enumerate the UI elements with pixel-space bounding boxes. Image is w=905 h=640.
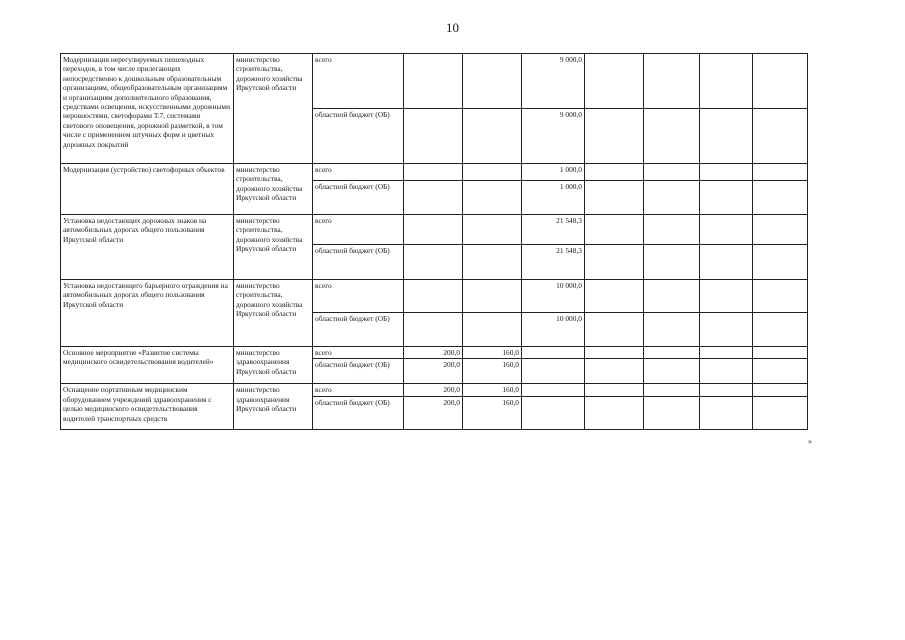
measure-cell: Модернизация нерегулируемых пешеходных переходов, в том числе прилегающих непосредственно к дошкольным образовательным организациям, общеобразовательным организациям и организациям дополнительного образования, средствами освещения, искусственными дорожными неровностями, светофорами Т.7, системами светового оповещения, дорожной разметкой, в том числе с применением штучных форм и цветных дорожных покрытий (61, 54, 234, 164)
value-cell (404, 245, 463, 280)
value-cell (522, 384, 585, 396)
empty-cell (753, 384, 808, 396)
value-cell (463, 181, 522, 215)
value-cell (404, 54, 463, 109)
empty-cell (585, 396, 644, 429)
value-cell (404, 109, 463, 164)
value-cell (463, 215, 522, 245)
executor-cell: министерство строительства, дорожного хозяйства Иркутской области (234, 280, 313, 347)
value-cell (463, 164, 522, 181)
table-row (61, 347, 808, 359)
value-cell: 200,0 (404, 347, 463, 359)
value-cell: 9 000,0 (522, 109, 585, 164)
value-cell (404, 181, 463, 215)
empty-cell (753, 313, 808, 347)
value-cell (463, 313, 522, 347)
empty-cell (644, 215, 700, 245)
measure-cell: Установка недостающего барьерного ограждения на автомобильных дорогах общего пользования Иркутской области (61, 280, 234, 347)
page-number: 10 (446, 20, 459, 35)
empty-cell (700, 109, 753, 164)
value-cell: 10 000,0 (522, 313, 585, 347)
closing-quote-mark: » (808, 437, 812, 446)
value-cell (463, 54, 522, 109)
empty-cell (585, 313, 644, 347)
value-cell: 21 548,3 (522, 215, 585, 245)
empty-cell (700, 384, 753, 396)
empty-cell (644, 359, 700, 384)
funding-source-cell: областной бюджет (ОБ) (313, 245, 404, 280)
empty-cell (700, 313, 753, 347)
value-cell: 160,0 (463, 347, 522, 359)
empty-cell (585, 359, 644, 384)
empty-cell (753, 280, 808, 313)
empty-cell (644, 109, 700, 164)
empty-cell (644, 313, 700, 347)
value-cell (463, 109, 522, 164)
value-cell: 21 548,3 (522, 245, 585, 280)
empty-cell (700, 54, 753, 109)
measure-cell: Модернизация (устройство) светофорных объектов (61, 164, 234, 215)
empty-cell (585, 164, 644, 181)
table-row (61, 215, 808, 245)
measure-cell: Оснащение портативным медицинским оборудованием учреждений здравоохранения с целью медицинского освидетельствования водителей транспортных средств (61, 384, 234, 429)
empty-cell (753, 396, 808, 429)
table-row (61, 164, 808, 181)
funding-source-cell: всего (313, 280, 404, 313)
value-cell (404, 280, 463, 313)
value-cell: 160,0 (463, 384, 522, 396)
empty-cell (700, 215, 753, 245)
funding-source-cell: всего (313, 384, 404, 396)
value-cell: 9 000,0 (522, 54, 585, 109)
value-cell: 200,0 (404, 384, 463, 396)
funding-source-cell: всего (313, 54, 404, 109)
value-cell (522, 347, 585, 359)
empty-cell (644, 54, 700, 109)
empty-cell (753, 109, 808, 164)
funding-source-cell: областной бюджет (ОБ) (313, 313, 404, 347)
empty-cell (644, 181, 700, 215)
empty-cell (644, 347, 700, 359)
executor-cell: министерство строительства, дорожного хозяйства Иркутской области (234, 54, 313, 164)
value-cell (404, 164, 463, 181)
value-cell (463, 280, 522, 313)
empty-cell (585, 215, 644, 245)
value-cell: 200,0 (404, 359, 463, 384)
empty-cell (585, 347, 644, 359)
value-cell: 200,0 (404, 396, 463, 429)
value-cell (522, 359, 585, 384)
table-row (61, 54, 808, 109)
value-cell (522, 396, 585, 429)
empty-cell (585, 245, 644, 280)
funding-source-cell: областной бюджет (ОБ) (313, 109, 404, 164)
executor-cell: министерство здравоохранения Иркутской области (234, 384, 313, 429)
executor-cell: министерство строительства, дорожного хозяйства Иркутской области (234, 164, 313, 215)
funding-source-cell: всего (313, 164, 404, 181)
empty-cell (753, 215, 808, 245)
empty-cell (644, 164, 700, 181)
empty-cell (585, 54, 644, 109)
funding-source-cell: областной бюджет (ОБ) (313, 359, 404, 384)
empty-cell (753, 181, 808, 215)
table-row (61, 280, 808, 313)
empty-cell (753, 164, 808, 181)
funding-source-cell: всего (313, 215, 404, 245)
empty-cell (644, 245, 700, 280)
value-cell: 160,0 (463, 396, 522, 429)
empty-cell (585, 109, 644, 164)
budget-table (60, 53, 808, 430)
empty-cell (700, 245, 753, 280)
empty-cell (700, 280, 753, 313)
empty-cell (700, 164, 753, 181)
empty-cell (585, 181, 644, 215)
executor-cell: министерство здравоохранения Иркутской области (234, 347, 313, 384)
value-cell: 10 000,0 (522, 280, 585, 313)
empty-cell (700, 359, 753, 384)
value-cell: 1 000,0 (522, 181, 585, 215)
funding-source-cell: областной бюджет (ОБ) (313, 396, 404, 429)
funding-source-cell: всего (313, 347, 404, 359)
empty-cell (753, 54, 808, 109)
empty-cell (644, 384, 700, 396)
value-cell: 160,0 (463, 359, 522, 384)
value-cell (404, 313, 463, 347)
table-row (61, 384, 808, 396)
empty-cell (644, 280, 700, 313)
value-cell (404, 215, 463, 245)
measure-cell: Основное мероприятие «Развитие системы медицинского освидетельствования водителей» (61, 347, 234, 384)
value-cell (463, 245, 522, 280)
empty-cell (644, 396, 700, 429)
empty-cell (753, 347, 808, 359)
empty-cell (753, 359, 808, 384)
empty-cell (700, 396, 753, 429)
value-cell: 1 000,0 (522, 164, 585, 181)
measure-cell: Установка недостающих дорожных знаков на автомобильных дорогах общего пользования Иркутской области (61, 215, 234, 280)
empty-cell (585, 280, 644, 313)
empty-cell (753, 245, 808, 280)
empty-cell (585, 384, 644, 396)
funding-source-cell: областной бюджет (ОБ) (313, 181, 404, 215)
empty-cell (700, 181, 753, 215)
executor-cell: министерство строительства, дорожного хозяйства Иркутской области (234, 215, 313, 280)
empty-cell (700, 347, 753, 359)
